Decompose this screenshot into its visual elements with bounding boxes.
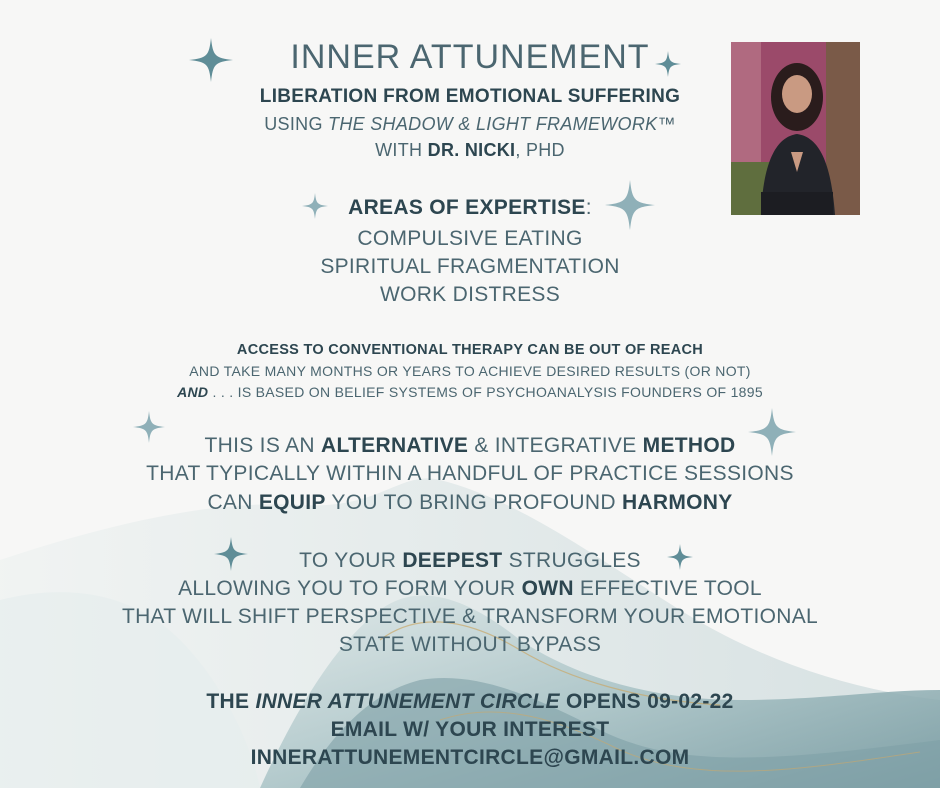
circle-text: THE — [206, 690, 256, 713]
doctor-name: DR. NICKI — [427, 140, 516, 160]
sparkle-icon — [605, 180, 655, 230]
sparkle-icon — [748, 408, 796, 456]
struggles-line-1 — [0, 549, 940, 573]
email-address[interactable]: INNERATTUNEMENTCIRCLE@GMAIL.COM — [250, 746, 690, 769]
expertise-colon: : — [585, 196, 592, 219]
framework-prefix: USING — [264, 114, 329, 134]
method-emphasis: EQUIP — [258, 491, 326, 514]
struggles-text: TO YOUR — [299, 549, 403, 572]
struggles-text: STRUGGLES — [502, 549, 641, 572]
struggles-line-2 — [0, 577, 940, 601]
struggles-line-3: THAT WILL SHIFT PERSPECTIVE & TRANSFORM YOUR EMOTIONAL — [121, 605, 819, 628]
sparkle-icon — [655, 51, 681, 77]
method-emphasis: ALTERNATIVE — [321, 434, 469, 457]
access-line-2: AND TAKE MANY MONTHS OR YEARS TO ACHIEVE DESIRED RESULTS (OR NOT) — [189, 363, 751, 379]
email-prompt: EMAIL W/ YOUR INTEREST — [330, 718, 610, 741]
sparkle-icon — [667, 544, 693, 570]
struggles-text: ALLOWING YOU TO FORM YOUR — [178, 577, 522, 600]
with-suffix: , PHD — [515, 140, 565, 160]
method-emphasis: HARMONY — [621, 491, 733, 514]
with-prefix: WITH — [375, 140, 428, 160]
access-line-3-rest: . . . IS BASED ON BELIEF SYSTEMS OF PSYCHOANALYSIS FOUNDERS OF 1895 — [208, 384, 763, 400]
method-emphasis: METHOD — [642, 434, 736, 457]
portrait-photo — [731, 42, 860, 215]
struggles-line-4: STATE WITHOUT BYPASS — [338, 633, 602, 656]
circle-date: OPENS 09-02-22 — [559, 690, 734, 713]
framework-name: THE SHADOW & LIGHT FRAMEWORK™ — [328, 114, 676, 134]
method-text: YOU TO BRING PROFOUND — [325, 491, 622, 514]
sparkle-icon — [133, 411, 165, 443]
expertise-item: WORK DISTRESS — [379, 283, 561, 306]
expertise-item: COMPULSIVE EATING — [357, 227, 583, 250]
circle-name: INNER ATTUNEMENT CIRCLE — [255, 690, 560, 713]
method-line-3 — [0, 491, 940, 515]
struggles-emphasis: OWN — [521, 577, 574, 600]
method-text: THIS IS AN — [204, 434, 322, 457]
sparkle-icon — [302, 193, 328, 219]
sparkle-icon — [214, 537, 248, 571]
method-text: & INTEGRATIVE — [468, 434, 643, 457]
struggles-emphasis: DEEPEST — [402, 549, 503, 572]
access-and: AND — [177, 384, 209, 400]
sparkle-icon — [189, 38, 233, 82]
expertise-heading-text: AREAS OF EXPERTISE — [348, 196, 586, 219]
page-title: INNER ATTUNEMENT — [290, 38, 650, 76]
access-line-1: ACCESS TO CONVENTIONAL THERAPY CAN BE OUT OF REACH — [236, 342, 704, 358]
circle-opens-line — [0, 690, 940, 714]
struggles-text: EFFECTIVE TOOL — [573, 577, 762, 600]
access-line-3 — [0, 384, 940, 400]
method-line-2: THAT TYPICALLY WITHIN A HANDFUL OF PRACTICE SESSIONS — [146, 462, 794, 485]
subtitle: LIBERATION FROM EMOTIONAL SUFFERING — [259, 86, 681, 107]
method-text: CAN — [207, 491, 259, 514]
expertise-item: SPIRITUAL FRAGMENTATION — [320, 255, 620, 278]
